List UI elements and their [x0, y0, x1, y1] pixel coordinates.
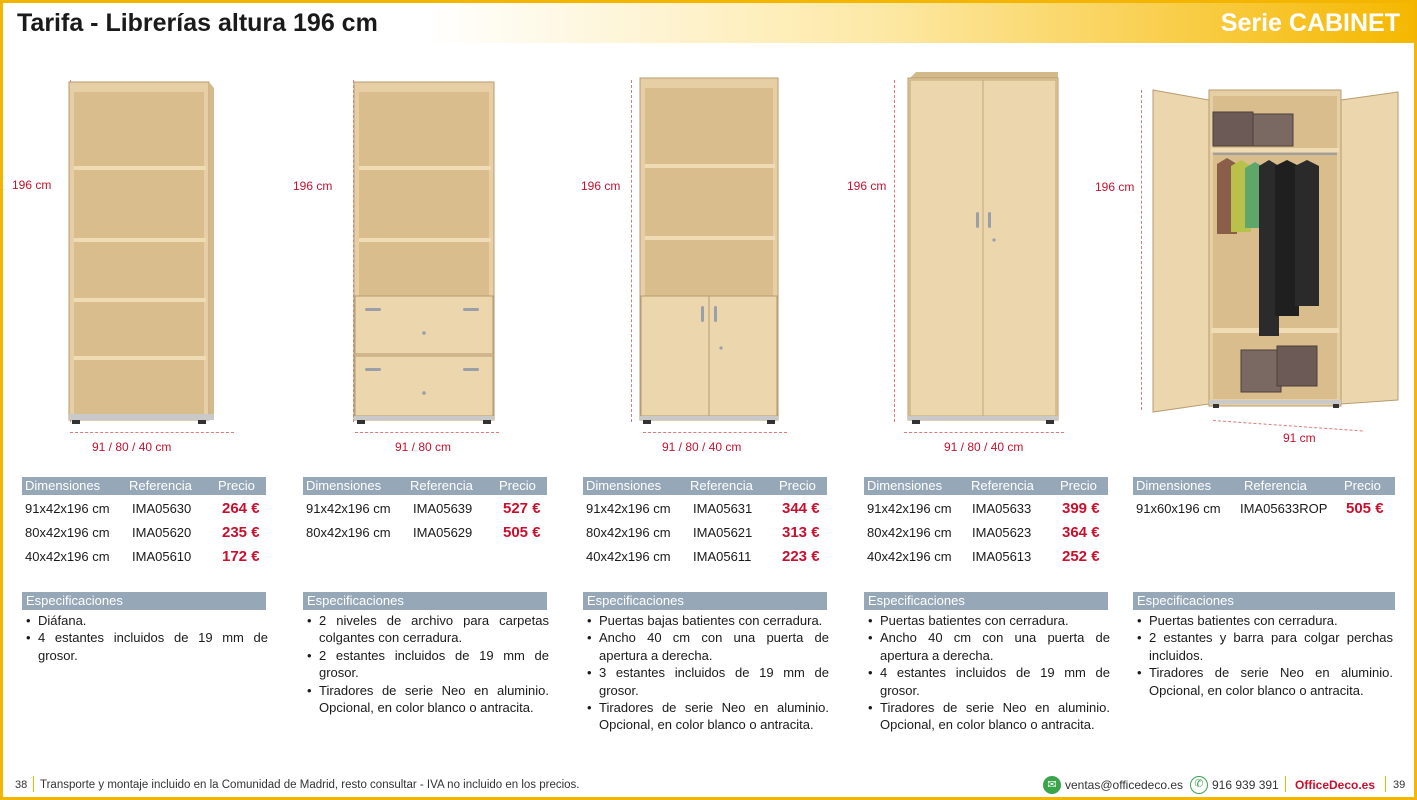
width-label: 91 / 80 / 40 cm	[92, 440, 172, 454]
spec-item: • 4 estantes incluidos de 19 mm de grosor.	[22, 629, 268, 664]
cabinet-full-doors-image	[904, 72, 1060, 426]
footer-separator	[1385, 776, 1386, 792]
height-label: 196 cm	[581, 179, 621, 193]
product-cabinet-full-doors	[847, 60, 1134, 760]
spec-item: • Tiradores de serie Neo en aluminio. Opcional, en color blanco o antracita.	[303, 682, 549, 717]
ref-cell: IMA05633	[972, 501, 1032, 516]
spec-list	[303, 612, 549, 716]
dim-cell: 80x42x196 cm	[586, 525, 671, 540]
col-dimensions: Dimensiones	[1136, 478, 1212, 493]
height-label: 196 cm	[293, 179, 333, 193]
footer-separator	[1285, 776, 1286, 792]
table-row	[864, 501, 1124, 523]
col-dimensions: Dimensiones	[306, 478, 382, 493]
dim-cell: 91x42x196 cm	[25, 501, 110, 516]
table-row	[1133, 501, 1393, 523]
table-header	[303, 477, 547, 495]
bookcase-drawers-image	[351, 78, 499, 426]
width-dimension-line	[70, 432, 234, 433]
col-dimensions: Dimensiones	[867, 478, 943, 493]
ref-cell: IMA05613	[972, 549, 1032, 564]
price-cell: 505 €	[503, 524, 541, 541]
width-dimension-line	[643, 432, 787, 433]
height-dimension-line	[894, 80, 895, 422]
spec-item: • Puertas bajas batientes con cerradura.	[583, 612, 829, 629]
dim-cell: 91x60x196 cm	[1136, 501, 1221, 516]
product-image-area	[1095, 60, 1403, 460]
product-open-bookcase	[12, 60, 292, 760]
price-cell: 399 €	[1062, 500, 1100, 517]
col-reference: Referencia	[129, 478, 192, 493]
bookcase-low-doors-image	[637, 78, 783, 426]
spec-header: Especificaciones	[1133, 592, 1395, 610]
spec-item: • 2 niveles de archivo para carpetas colgantes con cerradura.	[303, 612, 549, 647]
spec-item: • 3 estantes incluidos de 19 mm de grosor.	[583, 664, 829, 699]
ref-cell: IMA05629	[413, 525, 473, 540]
table-header	[583, 477, 827, 495]
width-dimension-line	[355, 432, 499, 433]
price-cell: 172 €	[222, 548, 260, 565]
table-header	[864, 477, 1108, 495]
product-image-area	[583, 60, 853, 460]
table-row	[583, 501, 843, 523]
width-dimension-line	[1213, 420, 1363, 431]
price-cell: 344 €	[782, 500, 820, 517]
dim-cell: 40x42x196 cm	[867, 549, 952, 564]
table-row	[583, 549, 843, 571]
spec-item: • Tiradores de serie Neo en aluminio. Opcional, en color blanco o antracita.	[864, 699, 1110, 734]
col-price: Precio	[1344, 478, 1381, 493]
table-row	[864, 525, 1124, 547]
series-title: Serie CABINET	[1220, 9, 1400, 37]
spec-item: • Ancho 40 cm con una puerta de apertura a derecha.	[583, 629, 829, 664]
header-bar	[3, 3, 1414, 43]
open-bookcase-image	[66, 78, 236, 426]
footer-separator	[33, 776, 34, 792]
product-image-area	[847, 60, 1134, 460]
price-cell: 264 €	[222, 500, 260, 517]
mail-icon: ✉	[1043, 776, 1061, 794]
height-dimension-line	[631, 80, 632, 422]
ref-cell: IMA05611	[693, 549, 752, 564]
price-cell: 527 €	[503, 500, 541, 517]
price-cell: 223 €	[782, 548, 820, 565]
ref-cell: IMA05639	[413, 501, 473, 516]
page-number-right: 39	[1393, 779, 1406, 791]
table-row	[583, 525, 843, 547]
ref-cell: IMA05630	[132, 501, 192, 516]
footer-brand[interactable]: OfficeDeco.es	[1295, 778, 1376, 792]
ref-cell: IMA05610	[132, 549, 192, 564]
spec-header: Especificaciones	[583, 592, 827, 610]
ref-cell: IMA05623	[972, 525, 1032, 540]
table-header	[1133, 477, 1395, 495]
width-label: 91 / 80 / 40 cm	[662, 440, 742, 454]
table-row	[864, 549, 1124, 571]
product-image-area	[293, 60, 573, 460]
col-price: Precio	[218, 478, 255, 493]
dim-cell: 91x42x196 cm	[867, 501, 952, 516]
page-number-left: 38	[15, 779, 28, 791]
spec-item: • 2 estantes incluidos de 19 mm de grosor.	[303, 647, 549, 682]
col-reference: Referencia	[971, 478, 1034, 493]
spec-item: • Tiradores de serie Neo en aluminio. Opcional, en color blanco o antracita.	[1133, 664, 1393, 699]
dim-cell: 80x42x196 cm	[25, 525, 110, 540]
spec-item: • 4 estantes incluidos de 19 mm de grosor.	[864, 664, 1110, 699]
footer	[3, 772, 1414, 797]
footer-email[interactable]: ventas@officedeco.es	[1065, 778, 1184, 792]
col-dimensions: Dimensiones	[25, 478, 101, 493]
spec-item: • Puertas batientes con cerradura.	[1133, 612, 1393, 629]
price-cell: 364 €	[1062, 524, 1100, 541]
table-header	[22, 477, 266, 495]
table-row	[22, 501, 282, 523]
footer-phone[interactable]: 916 939 391	[1212, 778, 1279, 792]
price-cell: 252 €	[1062, 548, 1100, 565]
dim-cell: 40x42x196 cm	[586, 549, 671, 564]
width-label: 91 / 80 / 40 cm	[944, 440, 1024, 454]
wardrobe-open-image	[1153, 82, 1401, 416]
price-cell: 235 €	[222, 524, 260, 541]
spec-list	[22, 612, 268, 664]
width-label: 91 / 80 cm	[395, 440, 452, 454]
spec-header: Especificaciones	[22, 592, 266, 610]
price-cell: 505 €	[1346, 500, 1384, 517]
height-label: 196 cm	[12, 178, 52, 192]
footer-note: Transporte y montaje incluido en la Comunidad de Madrid, resto consultar - IVA no incluido en los precios.	[40, 779, 580, 791]
phone-icon: ✆	[1190, 776, 1208, 794]
spec-list	[583, 612, 829, 734]
table-row	[22, 525, 282, 547]
dim-cell: 40x42x196 cm	[25, 549, 110, 564]
product-wardrobe-open	[1095, 60, 1403, 760]
col-reference: Referencia	[410, 478, 473, 493]
height-dimension-line	[1141, 90, 1142, 410]
table-row	[22, 549, 282, 571]
dim-cell: 80x42x196 cm	[306, 525, 391, 540]
spec-list	[864, 612, 1110, 734]
ref-cell: IMA05633ROP	[1240, 501, 1328, 516]
ref-cell: IMA05631	[693, 501, 753, 516]
col-reference: Referencia	[1244, 478, 1307, 493]
height-label: 196 cm	[1095, 180, 1135, 194]
width-label: 91 cm	[1283, 431, 1316, 445]
spec-header: Especificaciones	[864, 592, 1108, 610]
page-title: Tarifa - Librerías altura 196 cm	[17, 9, 378, 37]
height-label: 196 cm	[847, 179, 887, 193]
ref-cell: IMA05621	[693, 525, 753, 540]
dim-cell: 91x42x196 cm	[306, 501, 391, 516]
product-bookcase-drawers	[293, 60, 573, 760]
product-bookcase-low-doors	[583, 60, 853, 760]
col-price: Precio	[1060, 478, 1097, 493]
col-price: Precio	[499, 478, 536, 493]
ref-cell: IMA05620	[132, 525, 192, 540]
col-price: Precio	[779, 478, 816, 493]
table-row	[303, 525, 563, 547]
col-dimensions: Dimensiones	[586, 478, 662, 493]
dim-cell: 80x42x196 cm	[867, 525, 952, 540]
spec-item: • Tiradores de serie Neo en aluminio. Opcional, en color blanco o antracita.	[583, 699, 829, 734]
spec-item: • Diáfana.	[22, 612, 268, 629]
price-cell: 313 €	[782, 524, 820, 541]
spec-header: Especificaciones	[303, 592, 547, 610]
product-image-area	[12, 60, 292, 460]
col-reference: Referencia	[690, 478, 753, 493]
spec-item: • Ancho 40 cm con una puerta de apertura a derecha.	[864, 629, 1110, 664]
spec-item: • 2 estantes y barra para colgar perchas incluidos.	[1133, 629, 1393, 664]
spec-list	[1133, 612, 1393, 699]
table-row	[303, 501, 563, 523]
dim-cell: 91x42x196 cm	[586, 501, 671, 516]
width-dimension-line	[904, 432, 1064, 433]
spec-item: • Puertas batientes con cerradura.	[864, 612, 1110, 629]
